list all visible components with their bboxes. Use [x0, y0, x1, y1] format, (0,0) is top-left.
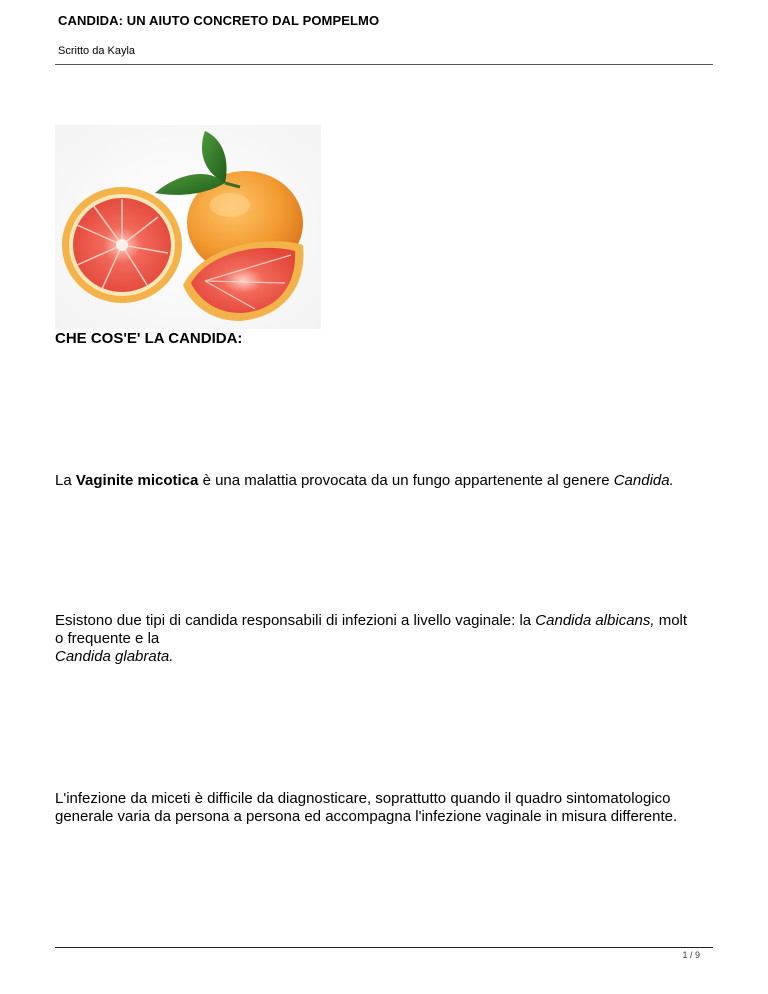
p3-line-1: L'infezione da miceti è difficile da diagnosticare, soprattutto quando il quadro sintomatologico	[55, 790, 671, 807]
document-title: CANDIDA: UN AIUTO CONCRETO DAL POMPELMO	[58, 13, 380, 28]
header-divider	[55, 64, 713, 65]
page-number: 1 / 9	[682, 950, 700, 960]
grapefruit-image	[55, 125, 321, 329]
author-byline: Scritto da Kayla	[58, 45, 136, 57]
paragraph-types	[55, 612, 715, 666]
p1-text-c: è una malattia provocata da un fungo appartenente al genere	[198, 472, 614, 489]
p2-line-1	[55, 612, 715, 630]
paragraph-diagnosis	[55, 790, 715, 826]
p1-term-bold: Vaginite micotica	[75, 472, 199, 489]
p2-species-glabrata: Candida glabrata.	[55, 648, 174, 665]
p2-species-albicans: Candida albicans,	[535, 612, 655, 629]
p2-line-2: o frequente e la	[55, 630, 160, 647]
p1-genus-italic: Candida.	[613, 472, 674, 489]
footer-divider	[55, 947, 713, 948]
halved-grapefruit	[62, 187, 182, 303]
section-heading: CHE COS'E' LA CANDIDA:	[55, 330, 243, 347]
p1-text-a: La	[55, 472, 76, 489]
p2-text-c: molt	[654, 612, 688, 629]
p2-text-a: Esistono due tipi di candida responsabili di infezioni a livello vaginale: la	[55, 612, 536, 629]
p3-line-2: generale varia da persona a persona ed accompagna l'infezione vaginale in misura differente.	[55, 808, 678, 825]
paragraph-definition	[55, 472, 715, 490]
